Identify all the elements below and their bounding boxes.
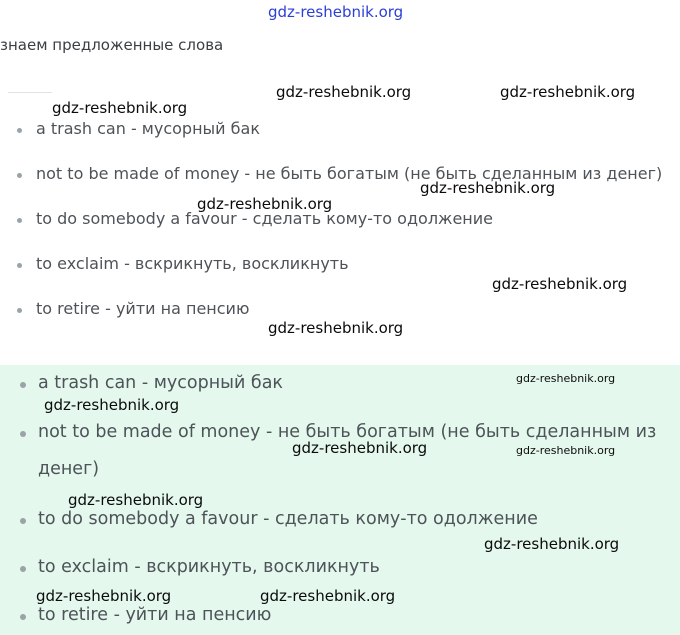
list-item: to exclaim - вскрикнуть, воскликнуть [38, 557, 380, 577]
intro-text: знаем предложенные слова [0, 36, 224, 54]
bullet-icon [20, 518, 26, 524]
list-item: a trash can - мусорный бак [38, 373, 283, 393]
list-item: to retire - уйти на пенсию [36, 299, 250, 318]
watermark: gdz-reshebnik.org [484, 535, 620, 553]
bullet-icon [20, 566, 26, 572]
divider [8, 92, 52, 93]
list-item: not to be made of money - не быть богатым (не быть сделанным из [38, 422, 657, 442]
bullet-icon [17, 263, 22, 268]
bullet-icon [17, 128, 22, 133]
list-item: to do somebody a favour - сделать кому-то одолжение [36, 209, 493, 228]
list-item: a trash can - мусорный бак [36, 119, 260, 138]
list-item: to retire - уйти на пенсию [38, 605, 272, 625]
watermark: gdz-reshebnik.org [292, 439, 428, 457]
watermark: gdz-reshebnik.org [516, 372, 616, 385]
list-item: to do somebody a favour - сделать кому-то одолжение [38, 509, 538, 529]
watermark: gdz-reshebnik.org [516, 444, 616, 457]
bullet-icon [17, 218, 22, 223]
watermark: gdz-reshebnik.org [260, 587, 396, 605]
site-header-link[interactable]: gdz-reshebnik.org [268, 3, 404, 21]
watermark: gdz-reshebnik.org [420, 179, 556, 197]
bullet-icon [17, 308, 22, 313]
watermark: gdz-reshebnik.org [197, 195, 333, 213]
watermark: gdz-reshebnik.org [68, 491, 204, 509]
bullet-icon [20, 431, 26, 437]
watermark: gdz-reshebnik.org [276, 83, 412, 101]
watermark: gdz-reshebnik.org [268, 319, 404, 337]
list-item: not to be made of money - не быть богатым (не быть сделанным из денег) [36, 164, 663, 183]
list-item: to exclaim - вскрикнуть, воскликнуть [36, 254, 349, 273]
bullet-icon [20, 614, 26, 620]
bullet-icon [20, 382, 26, 388]
bullet-icon [17, 173, 22, 178]
watermark: gdz-reshebnik.org [52, 99, 188, 117]
watermark: gdz-reshebnik.org [44, 396, 180, 414]
watermark: gdz-reshebnik.org [500, 83, 636, 101]
watermark: gdz-reshebnik.org [36, 587, 172, 605]
watermark: gdz-reshebnik.org [492, 275, 628, 293]
list-item-continuation: денег) [38, 459, 100, 479]
